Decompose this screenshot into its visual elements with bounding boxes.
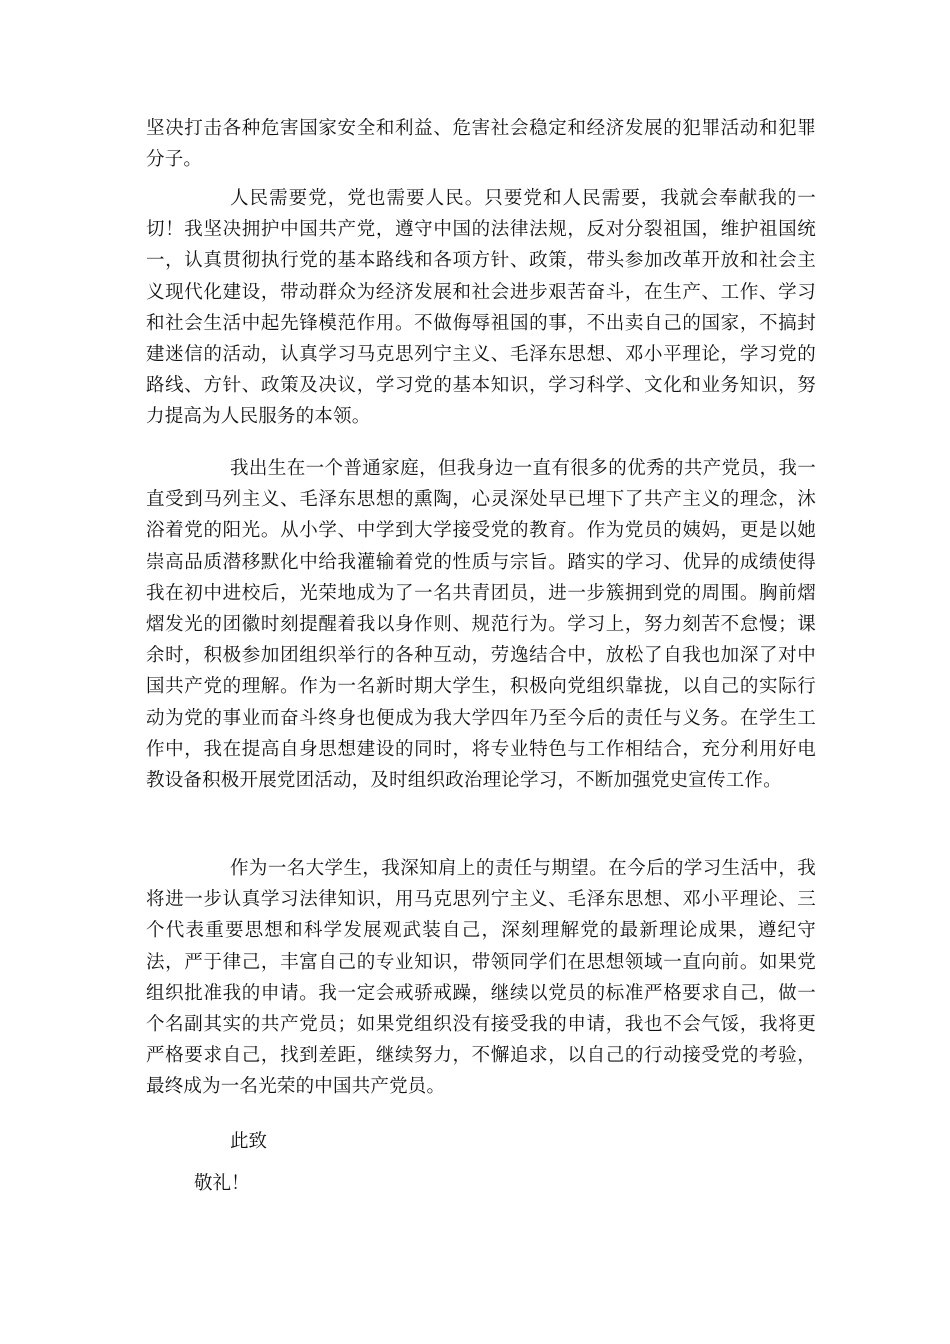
closing-salutation: 此致	[230, 1131, 268, 1152]
closing-regards: 敬礼！	[194, 1173, 250, 1194]
paragraph-2: 人民需要党，党也需要人民。只要党和人民需要，我就会奉献我的一切！我坚决拥护中国共产党，遵守中国的法律法规，反对分裂祖国，维护祖国统一，认真贯彻执行党的基本路线和各项方针、政策，带头参加改革开放和社会主义现代化建设，带动群众为经济发展和社会进步艰苦奋斗，在生产、工作、学习和社会生活中起先锋模范作用。不做侮辱祖国的事，不出卖自己的国家，不搞封建迷信的活动，认真学习马克思列宁主义、毛泽东思想、邓小平理论，学习党的路线、方针、政策及决议，学习党的基本知识，学习科学、文化和业务知识，努力提高为人民服务的本领。	[146, 188, 816, 428]
paragraph-4: 作为一名大学生，我深知肩上的责任与期望。在今后的学习生活中，我将进一步认真学习法律知识，用马克思列宁主义、毛泽东思想、邓小平理论、三个代表重要思想和科学发展观武装自己，深刻理解党的最新理论成果，遵纪守法，严于律己，丰富自己的专业知识，带领同学们在思想领域一直向前。如果党组织批准我的申请。我一定会戒骄戒躁，继续以党员的标准严格要求自己，做一个名副其实的共产党员；如果党组织没有接受我的申请，我也不会气馁，我将更严格要求自己，找到差距，继续努力，不懈追求，以自己的行动接受党的考验，最终成为一名光荣的中国共产党员。	[146, 858, 816, 1098]
paragraph-1: 坚决打击各种危害国家安全和利益、危害社会稳定和经济发展的犯罪活动和犯罪分子。	[146, 118, 816, 171]
paragraph-3: 我出生在一个普通家庭，但我身边一直有很多的优秀的共产党员，我一直受到马列主义、毛泽东思想的熏陶，心灵深处早已埋下了共产主义的理念，沐浴着党的阳光。从小学、中学到大学接受党的教育。作为党员的姨妈，更是以她崇高品质潜移默化中给我灌输着党的性质与宗旨。踏实的学习、优异的成绩使得我在初中进校后，光荣地成为了一名共青团员，进一步簇拥到党的周围。胸前熠熠发光的团徽时刻提醒着我以身作则、规范行为。学习上，努力刻苦不怠慢；课余时，积极参加团组织举行的各种互动，劳逸结合中，放松了自我也加深了对中国共产党的理解。作为一名新时期大学生，积极向党组织靠拢，以自己的实际行动为党的事业而奋斗终身也便成为我大学四年乃至今后的责任与义务。在学生工作中，我在提高自身思想建设的同时，将专业特色与工作相结合，充分利用好电教设备积极开展党团活动，及时组织政治理论学习，不断加强党史宣传工作。	[146, 458, 816, 792]
